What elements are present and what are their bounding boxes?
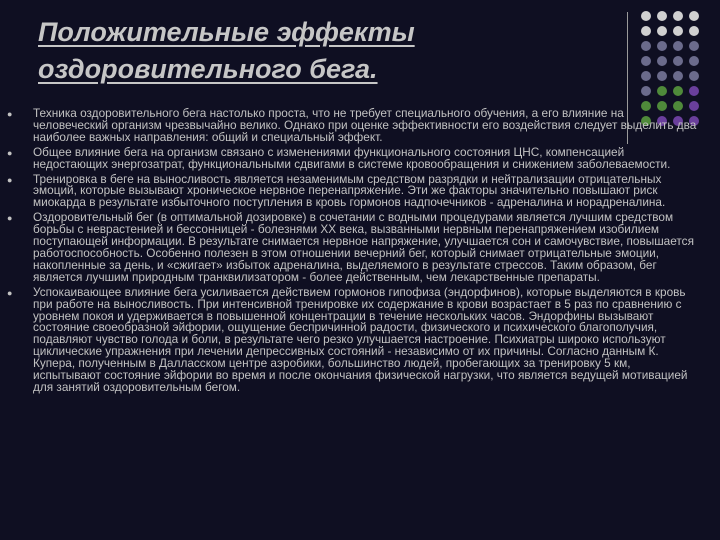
decorative-dot [689,41,699,51]
paragraph-text: Тренировка в беге на выносливость является незаменимым средством разрядки и нейтрализации отрицательных эмоций, которые вызывают хроническое нервное перенапряжение. Эти же факторы значительно повышают риск миокарда в результате избыточного поступления в кровь гормонов надпочечников - адреналина и норадреналина. [33,171,666,210]
decorative-dot [673,71,683,81]
decorative-dot [641,71,651,81]
slide-title: Положительные эффекты оздоровительного бега. [38,17,415,84]
bullet-dot-icon: ● [7,109,13,119]
decorative-dot [641,86,651,96]
decorative-dot [673,86,683,96]
decorative-dot [641,56,651,66]
decorative-dot [641,41,651,51]
list-item [0,108,700,144]
decorative-dot [689,11,699,21]
decorative-dot [657,41,667,51]
list-item [0,212,700,283]
bullet-dot-icon: ● [7,213,13,224]
decorative-dot [641,26,651,36]
decorative-dot [673,41,683,51]
paragraph-text: Общее влияние бега на организм связано с изменениями функционального состояния ЦНС, компенсацией недостающих энергозатрат, функциональными сдвигами в системе кровообращения и снижением заболеваемости. [33,144,671,171]
decorative-dot [657,56,667,66]
decorative-dot [657,26,667,36]
decorative-dot [689,86,699,96]
decorative-dot [689,26,699,36]
decorative-dot [657,11,667,21]
list-item [0,171,700,210]
decorative-dot [657,71,667,81]
paragraph-text: Техника оздоровительного бега настолько проста, что не требует специального обучения, а его влияние на человеческий организм чрезвычайно велико. Однако при оценке эффективности его воздействия следует выделить два наиболее важных направления: общий и специальный эффект. [33,106,697,144]
decorative-dot [673,26,683,36]
paragraph-text: Оздоровительный бег (в оптимальной дозировке) в сочетании с водными процедурами является лучшим средством борьбы с неврастенией и бессонницей - болезнями XX века, вызванными нервным перенапряжением изобилием поступающей информации. В результате снимается нервное напряжение, улучшается сон и самочувствие, повышается работоспособность. Особенно полезен в этом отношении вечерний бег, который снимает отрицательные эмоции, накопленные за день, и «сжигает» избыток адреналина, выделяемого в результате стрессов. Таким образом, бег является лучшим природным транквилизатором - более действенным, чем лекарственные препараты. [33,210,694,284]
decorative-dot [657,86,667,96]
decorative-dot [641,11,651,21]
list-item [0,284,700,394]
decorative-dot [673,56,683,66]
list-item [0,144,700,171]
bullet-list [0,108,700,397]
decorative-dot [689,71,699,81]
paragraph-text: Успокаивающее влияние бега усиливается действием гормонов гипофиза (эндорфинов), которые выделяются в кровь при работе на выносливость. При интенсивной тренировке их содержание в крови возрастает в 5 раз по сравнению с уровнем покоя и удерживается в повышенной концентрации в течение нескольких часов. Эндорфины вызывают состояние своеобразной эйфории, ощущение беспричинной радости, физического и психического благополучия, подавляют чувство голода и боли, в результате чего резко улучшается настроение. Психиатры широко используют циклические упражнения при лечении депрессивных состояний - независимо от их причины. Согласно данным К. Купера, полученным в Далласском центре аэробики, большинство людей, пробегающих за тренировку 5 км, испытывают состояние эйфории во время и после окончания физической нагрузки, что является ведущей мотивацией для занятий оздоровительным бегом. [33,284,688,394]
bullet-dot-icon: ● [7,174,13,185]
bullet-dot-icon: ● [7,287,13,298]
decorative-dot [673,11,683,21]
bullet-dot-icon: ● [7,147,13,158]
decorative-dot [689,56,699,66]
